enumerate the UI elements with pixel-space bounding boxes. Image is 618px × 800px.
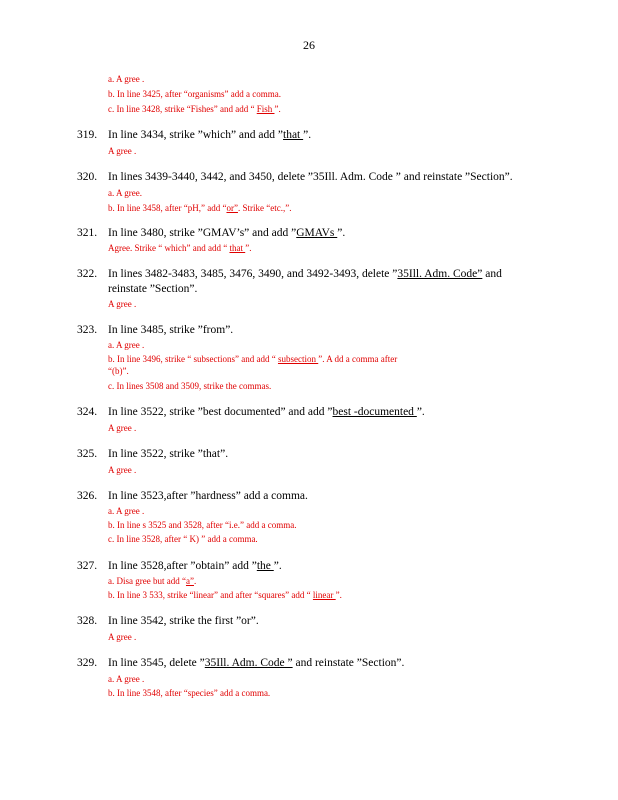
item-number: 320. [77, 171, 98, 183]
item-number: 324. [77, 406, 98, 418]
page-number: 26 [303, 38, 315, 52]
item-322-response: A gree . [108, 299, 137, 309]
item-number: 323. [77, 324, 98, 336]
item-number: 322. [77, 268, 98, 280]
item-324-text: In line 3522, strike ”best documented” and add ”best -documented ”. [108, 406, 425, 418]
prelude-line-c: c. In line 3428, strike “Fishes” and add “ Fish ”. [108, 104, 281, 114]
item-325-response: A gree . [108, 465, 137, 475]
item-321-response: Agree. Strike “ which” and add “ that ”. [108, 243, 252, 253]
item-326-response-b: b. In line s 3525 and 3528, after “i.e.” add a comma. [108, 520, 297, 530]
item-324-response: A gree . [108, 423, 137, 433]
item-320-text: In lines 3439-3440, 3442, and 3450, delete ”35Ill. Adm. Code ” and reinstate ”Section”. [108, 171, 513, 183]
item-326-response-c: c. In line 3528, after “ K) ” add a comma. [108, 534, 258, 544]
item-325-text: In line 3522, strike ”that”. [108, 448, 229, 460]
item-322-text-cont: reinstate ”Section”. [108, 283, 198, 295]
item-number: 328. [77, 615, 98, 627]
item-329-text: In line 3545, delete ”35Ill. Adm. Code ” and reinstate ”Section”. [108, 657, 405, 669]
item-number: 325. [77, 448, 98, 460]
item-319-response: A gree . [108, 146, 137, 156]
item-323-response-a: a. A gree . [108, 340, 145, 350]
item-327-response-a: a. Disa gree but add “a”. [108, 576, 197, 586]
item-319-text: In line 3434, strike ”which” and add ”that ”. [108, 129, 312, 141]
item-329-response-a: a. A gree . [108, 674, 145, 684]
item-number: 321. [77, 227, 98, 239]
item-326-response-a: a. A gree . [108, 506, 145, 516]
item-327-response-b: b. In line 3 533, strike “linear” and after “squares” add “ linear ”. [108, 590, 342, 600]
item-number: 329. [77, 657, 98, 669]
item-329-response-b: b. In line 3548, after “species” add a comma. [108, 688, 271, 698]
item-323-text: In line 3485, strike ”from”. [108, 324, 234, 336]
item-number: 327. [77, 560, 98, 572]
item-321-text: In line 3480, strike ”GMAV’s” and add ”GMAVs ”. [108, 227, 346, 239]
item-328-text: In line 3542, strike the first ”or”. [108, 615, 259, 627]
item-320-response-b: b. In line 3458, after “pH,” add “or”. Strike “etc.,”. [108, 203, 292, 213]
item-320-response-a: a. A gree. [108, 188, 142, 198]
item-322-text: In lines 3482-3483, 3485, 3476, 3490, and 3492-3493, delete ”35Ill. Adm. Code” and [108, 268, 502, 280]
item-number: 326. [77, 490, 98, 502]
prelude-line-a: a. A gree . [108, 74, 145, 84]
item-327-text: In line 3528,after ”obtain” add ”the ”. [108, 560, 282, 572]
item-328-response: A gree . [108, 632, 137, 642]
prelude-line-b: b. In line 3425, after “organisms” add a comma. [108, 89, 282, 99]
item-323-response-b-cont: “(b)”. [108, 366, 129, 376]
item-326-text: In line 3523,after ”hardness” add a comma. [108, 490, 308, 502]
item-323-response-b: b. In line 3496, strike “ subsections” and add “ subsection ”. A dd a comma after [108, 354, 398, 364]
item-number: 319. [77, 129, 98, 141]
item-323-response-c: c. In lines 3508 and 3509, strike the commas. [108, 381, 272, 391]
